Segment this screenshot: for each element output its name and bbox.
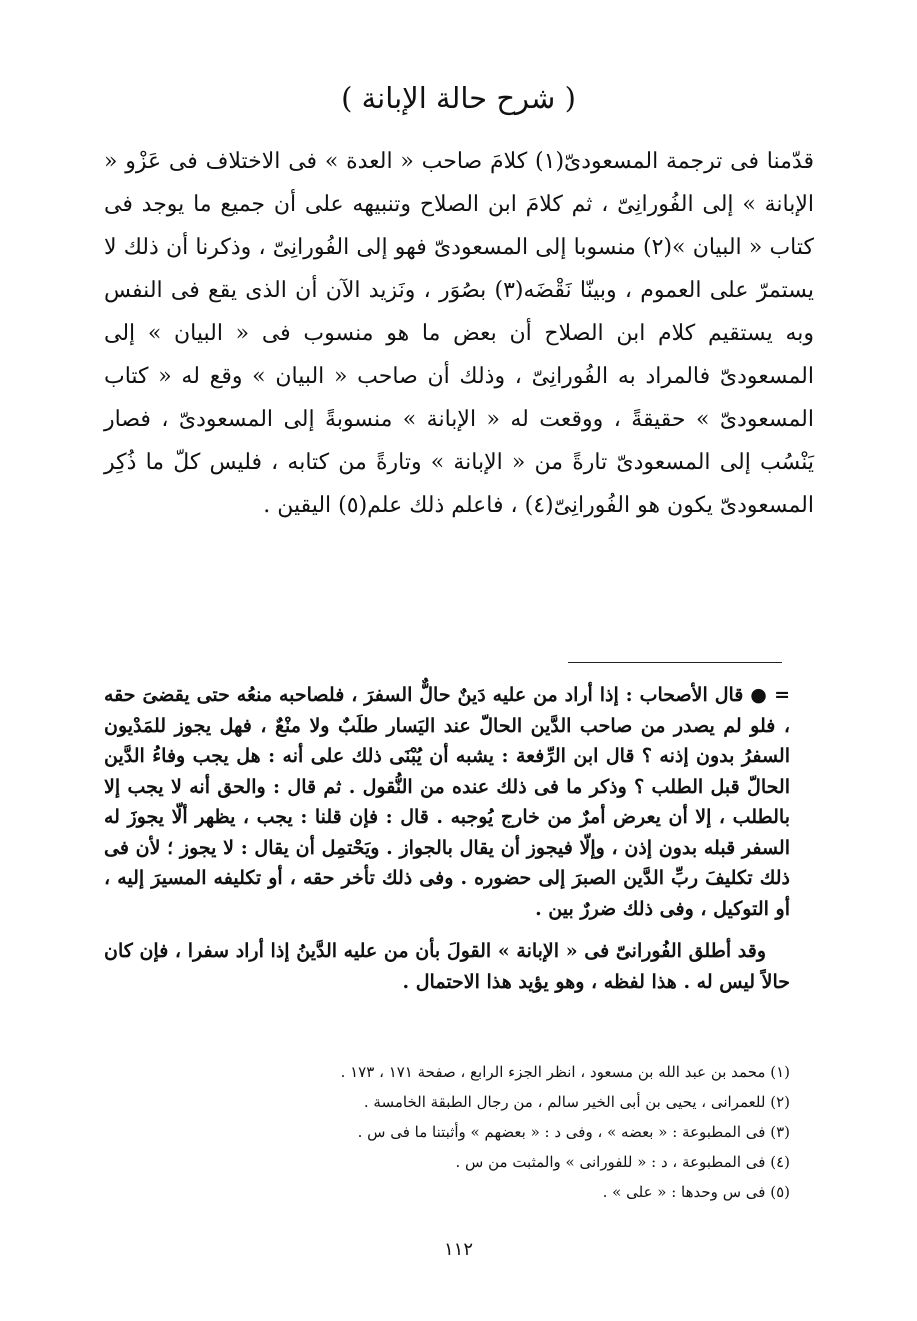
footnote-1: (١) محمد بن عبد الله بن مسعود ، انظر الجزء الرابع ، صفحة ١٧١ ، ١٧٣ . xyxy=(340,1063,790,1081)
continued-footnote-paragraph: وقد أطلق الفُورانىّ فى « الإبانة » القولَ بأن من عليه الدَّينُ إذا أراد سفرا ، فإن كان حالاً ليس له . هذا لفظه ، وهو يؤيد هذا الاحتمال . xyxy=(104,940,790,993)
footnote-2: (٢) للعمرانى ، يحيى بن أبى الخير سالم ، من رجال الطبقة الخامسة . xyxy=(363,1093,790,1111)
footnote-5: (٥) فى س وحدها : « على » . xyxy=(602,1183,790,1201)
footnotes-list xyxy=(104,1057,790,1207)
body-paragraph: قدّمنا فى ترجمة المسعودىّ(١) كلامَ صاحب « العدة » فى الاختلاف فى عَزْو « الإبانة » إلى الفُورانِىّ ، ثم كلامَ ابن الصلاح وتنبيهه على أن جميع ما يوجد فى كتاب « البيان »(٢) منسوبا إلى المسعودىّ فهو إلى الفُورانِىّ ، وذكرنا أن ذلك لا يستمرّ على العموم ، وبينّا نَقْضَه(٣) بصُوَر ، ونَزيد الآن أن الذى يقع فى النفس وبه يستقيم كلام ابن الصلاح أن بعض ما هو منسوب فى « البيان » إلى المسعودىّ فالمراد به الفُورانِىّ ، وذلك أن صاحب « البيان » وقع له « كتاب المسعودىّ » حقيقةً ، ووقعت له « الإبانة » منسوبةً إلى المسعودىّ ، فصار يَنْسُب إلى المسعودىّ تارةً من « الإبانة » وتارةً من كتابه ، فليس كلّ ما ذُكِر المسعودىّ يكون هو الفُورانِىّ(٤) ، فاعلم ذلك علم(٥) اليقين . xyxy=(104,149,814,518)
footnote-3: (٣) فى المطبوعة : « بعضه » ، وفى د : « بعضهم » وأثبتنا ما فى س . xyxy=(357,1123,790,1141)
page-number: ١١٢ xyxy=(443,1239,473,1260)
continued-footnote-paragraph: = ● قال الأصحاب : إذا أراد من عليه دَينٌ حالٌّ السفرَ ، فلصاحبه منعُه حتى يقضىَ حقه ، فلو لم يصدر من صاحب الدَّين الحالّ عند اليَسار طلَبٌ ولا منْعٌ ، فهل يجوز للمَدْيون السفرُ بدون إذنه ؟ قال ابن الرِّفعة : يشبه أن يُبْنَى ذلك على أنه : هل يجب وفاءُ الدَّين الحالّ قبل الطلب ؟ وذكر ما فى ذلك عنده من النُّقول . ثم قال : والحق أنه لا يجب إلا بالطلب ، إلا أن يعرض أمرٌ من خارج يُوجبه . قال : فإن قلنا : يجب ، يظهر ألّا يجوزَ له السفر قبله بدون إذن ، وإلّا فيجوز أن يقال بالجواز . ويَحْتمِل أن يقال : لا يجوز ؛ لأن فى ذلك تكليفَ ربِّ الدَّين الصبرَ إلى حضوره . وفى ذلك تأخر حقه ، أو تكليفه المسيرَ إليه ، أو التوكيل ، وفى ذلك ضررٌ بين . xyxy=(104,684,790,920)
section-title: ( شرح حالة الإبانة ) xyxy=(341,81,576,115)
footnote-4: (٤) فى المطبوعة ، د : « للفورانى » والمثبت من س . xyxy=(455,1153,790,1171)
main-text-block xyxy=(104,140,814,527)
continued-footnote-block xyxy=(104,680,790,997)
footnote-separator-line xyxy=(568,662,782,663)
